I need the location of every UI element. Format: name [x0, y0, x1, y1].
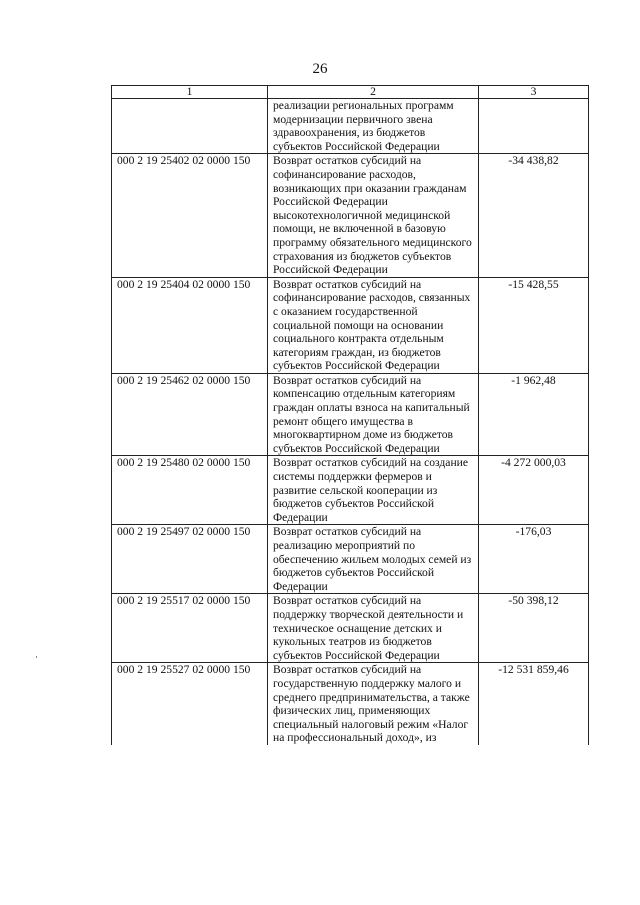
row-code: 000 2 19 25404 02 0000 150: [112, 277, 268, 373]
page-number: 26: [312, 61, 328, 77]
table-row: [112, 663, 589, 745]
row-amount: -1 962,48: [479, 373, 589, 456]
row-description: Возврат остатков субсидий на реализацию мероприятий по обеспечению жильем молодых семей из бюджетов субъектов Российской Федерации: [268, 525, 479, 594]
table-row-continuation: [112, 99, 589, 154]
table-row: [112, 373, 589, 456]
row-code: 000 2 19 25517 02 0000 150: [112, 594, 268, 663]
row-description: Возврат остатков субсидий на компенсацию отдельным категориям граждан оплаты взноса на капитальный ремонт общего имущества в многоквартирном доме из бюджетов субъектов Российской Федерации: [268, 373, 479, 456]
row-amount: -15 428,55: [479, 277, 589, 373]
row-code: 000 2 19 25402 02 0000 150: [112, 154, 268, 277]
row-description: реализации региональных программ модернизации первичного звена здравоохранения, из бюджетов субъектов Российской Федерации: [268, 99, 479, 154]
row-description: Возврат остатков субсидий на государственную поддержку малого и среднего предпринимательства, а также физических лиц, применяющих специальный налоговый режим «Налог на профессиональный доход», из: [268, 663, 479, 745]
row-amount: -50 398,12: [479, 594, 589, 663]
column-header-1: 1: [112, 86, 268, 99]
table-header-row: [112, 86, 589, 99]
scan-speck: [36, 656, 37, 658]
row-code: 000 2 19 25462 02 0000 150: [112, 373, 268, 456]
row-amount: [479, 99, 589, 154]
row-description: Возврат остатков субсидий на софинансирование расходов, связанных с оказанием государственной социальной помощи на основании социального контракта отдельным категориям граждан, из бюджетов субъектов Российской Федерации: [268, 277, 479, 373]
row-amount: -34 438,82: [479, 154, 589, 277]
row-amount: -176,03: [479, 525, 589, 594]
row-code: 000 2 19 25527 02 0000 150: [112, 663, 268, 745]
column-header-2: 2: [268, 86, 479, 99]
row-description: Возврат остатков субсидий на софинансирование расходов, возникающих при оказании гражданам Российской Федерации высокотехнологичной медицинской помощи, не включенной в базовую программу обязательного медицинского страхования из бюджетов субъектов Российской Федерации: [268, 154, 479, 277]
row-description: Возврат остатков субсидий на поддержку творческой деятельности и техническое оснащение детских и кукольных театров из бюджетов субъектов Российской Федерации: [268, 594, 479, 663]
row-description: Возврат остатков субсидий на создание системы поддержки фермеров и развитие сельской кооперации из бюджетов субъектов Российской Федерации: [268, 456, 479, 525]
row-amount: -4 272 000,03: [479, 456, 589, 525]
table-row: [112, 456, 589, 525]
table-row: [112, 154, 589, 277]
budget-table: [111, 85, 589, 745]
table-row: [112, 525, 589, 594]
table-row: [112, 277, 589, 373]
row-amount: -12 531 859,46: [479, 663, 589, 745]
row-code: [112, 99, 268, 154]
table-row: [112, 594, 589, 663]
column-header-3: 3: [479, 86, 589, 99]
row-code: 000 2 19 25480 02 0000 150: [112, 456, 268, 525]
row-code: 000 2 19 25497 02 0000 150: [112, 525, 268, 594]
